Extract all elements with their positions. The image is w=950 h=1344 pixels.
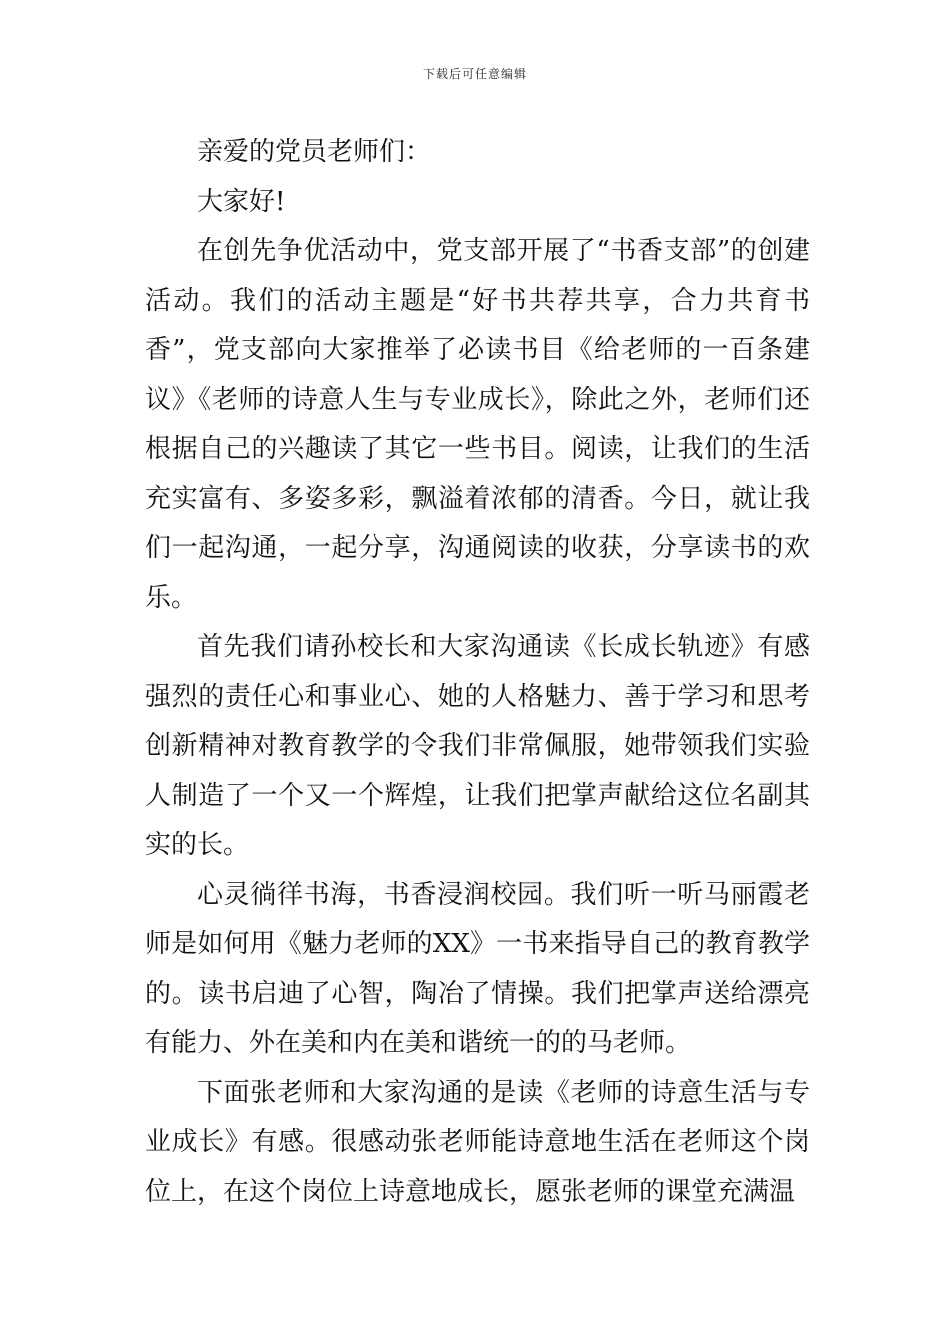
paragraph-intro: 在创先争优活动中，党支部开展了“书香支部”的创建活动。我们的活动主题是“好书共荐共享，合力共育书香”，党支部向大家推举了必读书目《给老师的一百条建议》《老师的诗意人生与专业成长》，除此之外，老师们还根据自己的兴趣读了其它一些书目。阅读，让我们的生活充实富有、多姿多彩，飘溢着浓郁的清香。今日，就让我们一起沟通，一起分享，沟通阅读的收获，分享读书的欢乐。 [145, 236, 810, 613]
document-body [145, 128, 810, 1217]
paragraph-teacher-zhang: 下面张老师和大家沟通的是读《老师的诗意生活与专业成长》有感。很感动张老师能诗意地生活在老师这个岗位上，在这个岗位上诗意地成长，愿张老师的课堂充满温 [145, 1077, 810, 1207]
paragraph-principal-sun: 首先我们请孙校长和大家沟通读《长成长轨迹》有感强烈的责任心和事业心、她的人格魅力、善于学习和思考创新精神对教育教学的令我们非常佩服，她带领我们实验人制造了一个又一个辉煌，让我们把掌声献给这位名副其实的长。 [145, 632, 810, 860]
paragraph-teacher-ma: 心灵徜徉书海，书香浸润校园。我们听一听马丽霞老师是如何用《魅力老师的XX》一书来指导自己的教育教学的。读书启迪了心智，陶冶了情操。我们把掌声送给漂亮有能力、外在美和内在美和谐统一的的马老师。 [145, 879, 810, 1058]
page-header-note: 下载后可任意编辑 [422, 67, 527, 81]
salutation: 亲爱的党员老师们： [197, 137, 432, 167]
greeting: 大家好! [197, 186, 286, 217]
